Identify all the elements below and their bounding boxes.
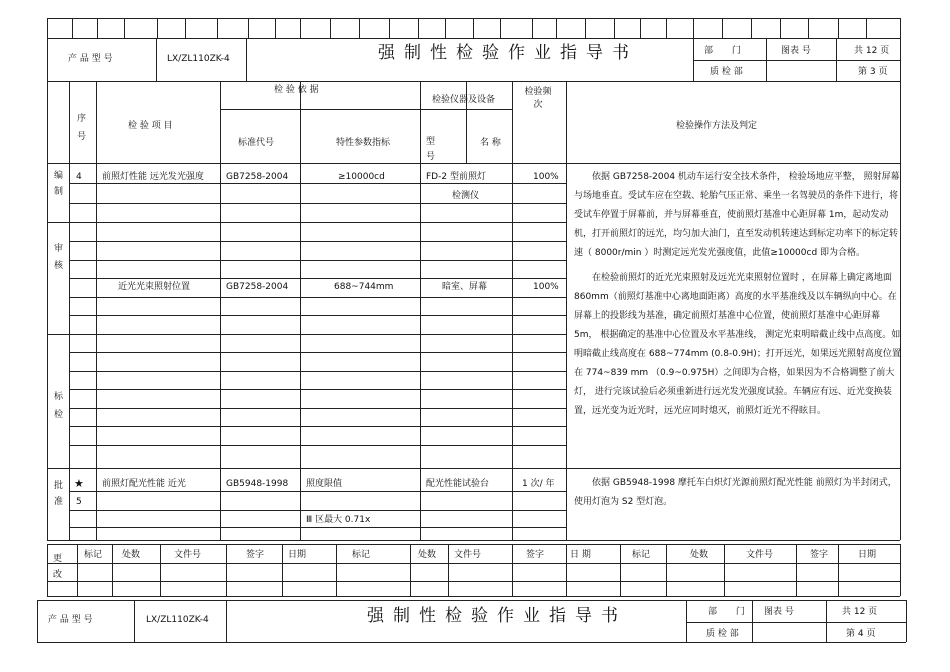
grid-line [77,544,78,596]
grid-line [47,540,900,541]
grid-line [693,18,694,38]
grid-line [134,600,135,642]
grid-line [722,18,723,38]
change-sign: 签字 [246,550,265,560]
grid-line [69,222,566,223]
row3-equipment: 配光性能试验台 [426,479,490,489]
change-mark: 标记 [84,550,103,560]
grid-line [112,544,113,596]
grid-line [566,544,567,596]
grid-line [275,18,276,38]
row1-std: GB7258-2004 [226,172,289,182]
grid-line [336,544,337,596]
grid-line [217,18,218,38]
grid-line [160,544,161,596]
row3-param: 照度限值 [306,479,343,489]
standardize-label: 标检 [54,392,64,420]
grid-line [47,38,900,39]
compile-label: 编制 [54,171,64,197]
change-count-2: 处数 [418,550,437,560]
change-doc-no-2: 文件号 [454,550,482,560]
grid-line [246,38,247,81]
row3-frequency: 1 次/ 年 [522,479,555,489]
grid-line [751,18,752,38]
grid-line [220,109,420,110]
grid-line [418,18,419,38]
basis-header: 检 验 依 据 [274,85,319,95]
row2-param: 688~744mm [334,282,394,292]
name-header: 名 称 [480,138,501,148]
grid-line [69,260,566,261]
grid-line [780,18,781,38]
total-pages: 共 12 页 [854,46,890,56]
grid-line [69,334,566,335]
grid-line [796,544,797,596]
change-label: 更改 [53,554,63,580]
row1-seq: 4 [76,172,82,182]
grid-line [69,408,566,409]
grid-line [566,468,900,469]
row2-item: 近光光束照射位置 [118,282,191,292]
grid-line [906,600,907,642]
grid-line [686,600,687,642]
grid-line [157,18,158,38]
bottom-product-model: LX/ZL110ZK-4 [146,615,209,625]
row3-seq: 5 [76,497,82,507]
change-mark-3: 标记 [632,550,651,560]
grid-line [666,544,667,596]
change-date-3: 日期 [858,550,877,560]
bottom-doc-title: 强制性检验作业指导书 [367,606,627,626]
row2-std: GB7258-2004 [226,282,289,292]
row2-frequency: 100% [533,282,559,292]
grid-line [282,544,283,596]
grid-line [640,18,641,38]
bottom-total-pages: 共 12 页 [842,607,878,617]
method-header: 检验操作方法及判定 [676,121,758,131]
change-date-2: 日 期 [570,550,591,560]
page-number: 第 3 页 [858,67,888,77]
row1-equipment: FD-2 型前照灯 [426,172,486,182]
std-code-header: 标准代号 [238,138,275,148]
grid-line [512,544,513,596]
grid-line [220,81,221,540]
grid-line [420,109,512,110]
grid-line [566,163,900,164]
grid-line [156,38,157,81]
grid-line [69,389,566,390]
item-header: 检 验 项 目 [128,121,173,131]
seq-header: 序号 [77,114,87,142]
bottom-dept-value: 质 检 部 [706,629,739,639]
grid-line [620,544,621,596]
grid-line [72,18,73,38]
grid-line [47,222,69,223]
change-sign-3: 签字 [810,550,829,560]
row1-param: ≥10000cd [338,172,385,182]
change-date: 日期 [288,550,307,560]
grid-line [566,81,567,540]
grid-line [69,278,566,279]
grid-line [69,183,566,184]
grid-line [77,581,900,582]
grid-line [47,38,48,81]
grid-line [69,445,566,446]
grid-line [808,18,809,38]
grid-line [359,18,360,38]
method-text-2: 在检验前照灯的近光光束照射及远光光束照射位置时 ，在屏幕上确定离地面 860mm（前照灯基准中心离地面距离）高度的水平基准线及以车辆纵向中心。在屏幕上的投影线为基准，确定前照灯基准中心位置，使前照灯基准中心距屏幕 5m， 根据确定的基准中心位置及水平基准线， 测定光束明暗截止线中点高度。如明暗截止线高度在 688~774mm (0.8-0.9H)；打开远光，如果远光照射高度位置在 774~839 mm （0.9~0.975H）之间即为合格，如果因为不合格调整了前大灯， 进行完该试验后必须重新进行远光发光强度试验。车辆应有远、近光变换装置，远光变为近光时，远光应同时熄灭，前照灯近光不得眩目。 [574,273,901,416]
grid-line [248,18,249,38]
bottom-chart-no-label: 图表 号 [764,607,794,617]
grid-line [69,527,566,528]
row3-param-2: Ⅲ 区最大 0.71x [306,515,371,525]
review-label: 审核 [54,244,64,271]
grid-line [512,81,513,540]
row1-item: 前照灯性能 远光发光强度 [102,172,204,182]
grid-line [185,18,186,38]
grid-line [69,203,566,204]
row2-equipment: 暗室、屏幕 [442,282,488,292]
grid-line [47,544,900,545]
grid-line [47,163,566,164]
grid-line [47,81,48,540]
row3-item: 前照灯配光性能 近光 [102,479,186,489]
grid-line [69,510,566,511]
grid-line [614,18,615,38]
grid-line [585,18,586,38]
row3-star: ★ [74,477,84,490]
change-doc-no-3: 文件号 [746,550,774,560]
change-doc-no: 文件号 [174,550,202,560]
product-model: LX/ZL110ZK-4 [167,54,230,64]
grid-line [69,426,566,427]
method-text-1: 依据 GB7258-2004 机动车运行安全技术条件， 检验场地应平整， 照射屏幕与场地垂直。受试车应在空载、轮胎气压正常、乘坐一名驾驶员的条件下进行，将受试车停置于屏幕前，并与屏幕垂直，使前照灯基准中心距屏幕 1m，起动发动机，打开前照灯的远光，均匀加大油门，直至发动机转速达到标定功率下的标定转速（ 8000r/min ）时测定远光发光强度值，此值≥10000cd 即为合格。 [574,172,900,258]
bottom-dept-label: 部 门 [708,607,753,617]
grid-line [420,81,421,540]
grid-line [900,18,901,38]
grid-line [473,18,474,38]
grid-line [500,18,501,38]
grid-line [37,600,38,642]
frequency-header: 检验频次 [524,87,552,110]
grid-line [900,38,901,81]
change-count: 处数 [122,550,141,560]
grid-line [47,596,900,597]
bottom-product-model-label: 产 品 型 号 [48,615,93,625]
param-header: 特性参数指标 [336,138,391,148]
grid-line [69,352,566,353]
doc-title: 强制性检验作业指导书 [378,43,638,63]
grid-line [69,81,70,540]
product-model-label: 产 品 型 号 [68,54,113,64]
grid-line [97,18,98,38]
bottom-page-number: 第 4 页 [846,629,876,639]
grid-line [330,18,331,38]
equipment-header: 检验仪器及设备 [432,95,496,105]
row1-equipment-2: 检测仪 [452,191,480,201]
grid-line [838,18,839,38]
row1-frequency: 100% [533,172,559,182]
grid-line [300,18,301,38]
grid-line [693,60,900,61]
change-count-3: 处数 [690,550,709,560]
grid-line [866,18,867,38]
grid-line [826,600,827,642]
change-sign-2: 签字 [526,550,545,560]
grid-line [838,544,839,596]
grid-line [69,297,566,298]
grid-line [445,18,446,38]
row3-std: GB5948-1998 [226,479,289,489]
grid-line [47,81,900,82]
dept-value: 质 检 部 [710,67,743,77]
grid-line [556,18,557,38]
grid-line [69,315,566,316]
chart-no-label: 图表 号 [781,46,811,56]
grid-line [448,544,449,596]
grid-line [69,241,566,242]
grid-line [389,18,390,38]
grid-line [686,622,906,623]
grid-line [124,18,125,38]
grid-line [47,563,900,564]
change-mark-2: 标记 [352,550,371,560]
grid-line [300,81,301,540]
grid-line [532,18,533,38]
grid-line [69,468,566,469]
grid-line [47,544,48,596]
grid-line [900,544,901,596]
grid-line [666,18,667,38]
approve-label: 批准 [54,481,64,507]
dept-label: 部 门 [704,46,749,56]
grid-line [724,544,725,596]
method-text-3: 依据 GB5948-1998 摩托车白炽灯光源前照灯配光性能 前照灯为半封闭式，使用灯泡为 S2 型灯泡。 [574,478,897,507]
grid-line [47,468,69,469]
grid-line [37,600,906,601]
grid-line [47,18,48,38]
grid-line [69,491,566,492]
grid-line [47,334,69,335]
grid-line [226,544,227,596]
grid-line [37,642,906,643]
grid-line [96,81,97,540]
grid-line [410,544,411,596]
grid-line [226,600,227,642]
model-header: 型号 [426,137,436,162]
grid-line [69,371,566,372]
